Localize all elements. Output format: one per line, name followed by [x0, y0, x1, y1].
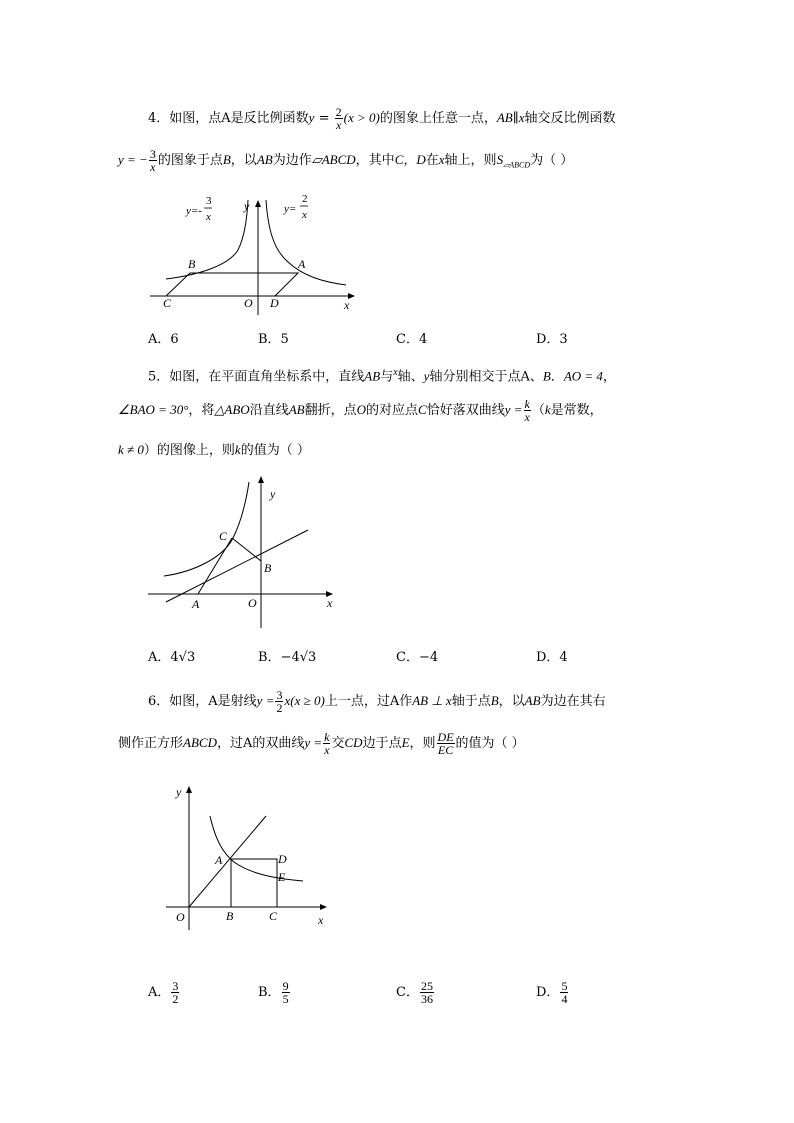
q6-option-fraction [282, 980, 290, 1005]
q5-var: O [356, 402, 367, 417]
q6-y-arrow [186, 786, 192, 793]
q4-left-eq-label: y=- [186, 205, 202, 217]
q4-point-D: D [270, 296, 279, 310]
q5-line2 [118, 398, 603, 423]
q4-var: y [308, 110, 315, 125]
q4-fraction [335, 106, 343, 131]
q6-fraction [275, 689, 283, 714]
q6-text: 上一点，过A作 [324, 694, 413, 709]
q5-option-b[interactable]: B．−4√3 [258, 650, 317, 665]
q6-option-den: 2 [172, 992, 179, 1006]
q6-var: AB [524, 693, 541, 708]
q5-eq: y = [504, 402, 523, 417]
q4-right-eq-label: y= [284, 203, 297, 215]
q5-line1 [148, 363, 616, 387]
q6-point-E: E [278, 870, 286, 884]
q6-text: 为边在其右 [540, 694, 606, 709]
q4-var: B [222, 152, 231, 167]
q4-var: C，D [394, 152, 426, 167]
q4-point-B: B [188, 257, 196, 271]
q6-text: 侧作正方形 [118, 736, 184, 751]
q4-fraction [149, 148, 157, 173]
q5-text: 恰好落双曲线 [426, 403, 505, 418]
q6-frac-den: 2 [276, 701, 283, 715]
q5-var: △ABO [214, 402, 250, 417]
q6-option-letter: A． [148, 985, 171, 1000]
q5-text: （ [531, 403, 545, 418]
q5-var: AB [364, 368, 381, 384]
q4-var: S [496, 152, 504, 167]
q5-x-label: x [327, 596, 333, 610]
q6-frac-num: k [324, 730, 330, 744]
q4-var: AB [256, 152, 273, 167]
q5-text: 翻折，点 [304, 403, 357, 418]
q5-text: 是常数， [550, 403, 603, 418]
q6-option-den: 4 [561, 992, 568, 1006]
q5-var: k [234, 442, 241, 457]
q6-figure [158, 780, 338, 930]
q6-point-C: C [269, 909, 278, 923]
q4-y-label: y [244, 199, 250, 213]
q5-text: 与 [380, 369, 394, 385]
q4-option-b[interactable]: B．5 [258, 332, 289, 347]
q6-text: ，则 [409, 736, 436, 751]
q6-option-letter: C． [396, 985, 419, 1000]
q6-ratio-fraction [437, 731, 455, 756]
q6-option-letter: D． [536, 985, 560, 1000]
q5-line3 [118, 440, 310, 461]
q6-option-c[interactable] [396, 980, 435, 1005]
q5-y-arrow [258, 476, 264, 483]
q6-var: CD [344, 735, 363, 750]
q5-segment-AC [198, 538, 232, 594]
q5-text: 轴、 [397, 369, 424, 385]
q4-eq: = [314, 111, 334, 126]
q4-line2 [118, 148, 573, 176]
q5-option-a[interactable]: A．4√3 [148, 650, 196, 665]
q5-frac-num: k [524, 397, 530, 411]
q5-text: ，将 [188, 403, 215, 418]
q5-figure [148, 472, 348, 632]
q5-text: 轴分别相交于点A、 [429, 369, 543, 385]
q6-option-letter: B． [258, 985, 281, 1000]
q6-option-fraction [171, 980, 179, 1005]
q6-option-den: 36 [420, 992, 433, 1006]
q5-eq: AO = 4 [563, 368, 603, 384]
q5-line-AB [166, 530, 308, 602]
q4-y-arrow [255, 200, 261, 207]
q6-cond: x(x ≥ 0) [284, 693, 325, 708]
q5-var: AB [288, 402, 305, 417]
q6-option-fraction [560, 980, 568, 1005]
q6-y-label: y [176, 785, 182, 799]
q4-right-eq-den: x [302, 209, 307, 221]
q4-text: 的图象于点 [157, 153, 223, 168]
q6-text: 边于点 [362, 736, 402, 751]
q6-text: ，过A的双曲线 [216, 736, 305, 751]
q6-square [231, 859, 277, 907]
q5-point-C: C [219, 529, 228, 543]
q5-point-B: B [264, 561, 272, 575]
q6-option-num: 9 [282, 979, 289, 993]
q6-option-den: 5 [282, 992, 289, 1006]
q4-option-d[interactable]: D．3 [536, 332, 568, 347]
q5-text: 如图，在平面直角坐标系中，直线 [169, 369, 365, 385]
q5-segment-CB [232, 538, 261, 561]
q5-text: ． [550, 369, 564, 385]
q6-origin-O: O [176, 910, 185, 924]
q4-text: 在 [425, 153, 439, 168]
q4-point-A: A [298, 257, 306, 271]
q5-number: 5． [148, 369, 170, 385]
q4-text: 如图，点A是反比例函数 [169, 111, 309, 126]
q5-fraction [524, 398, 531, 423]
q6-var: E [401, 735, 410, 750]
q6-point-D: D [278, 852, 287, 866]
q5-eq: k ≠ 0 [118, 442, 144, 457]
q4-text: ，以 [230, 153, 257, 168]
q6-eq: y = [304, 735, 323, 750]
q4-frac-num: 3 [149, 147, 156, 161]
q4-option-c[interactable]: C．4 [396, 332, 428, 347]
q5-option-d[interactable]: D．4 [536, 650, 568, 665]
q5-text: 的值为（ ） [240, 443, 310, 458]
q4-var: x [438, 152, 445, 167]
q6-frac-den: x [324, 743, 330, 757]
q4-cond: (x > 0) [343, 110, 380, 125]
q4-var: x [518, 110, 525, 125]
q6-x-arrow [320, 904, 327, 910]
q5-var: x [393, 367, 398, 378]
q5-y-label: y [270, 487, 276, 501]
q6-number: 6． [148, 694, 170, 709]
q6-text: 轴于点 [451, 694, 491, 709]
q6-text: 如图，A是射线 [169, 694, 257, 709]
q4-figure [148, 190, 368, 315]
q5-point-A: A [192, 597, 200, 611]
q4-var: ▱ABCD [311, 152, 356, 167]
q6-line2 [118, 731, 525, 756]
q6-option-num: 3 [172, 979, 179, 993]
q4-left-eq-den: x [206, 211, 211, 223]
q4-frac-den: x [150, 160, 156, 174]
q5-hyperbola [164, 482, 249, 576]
q4-text: 的图象上任意一点， [379, 111, 497, 126]
q4-left-eq-num: 3 [206, 195, 212, 207]
q6-line1 [148, 689, 606, 714]
q6-x-label: x [318, 913, 324, 927]
q5-var: C [418, 402, 427, 417]
q4-frac-num: 2 [335, 105, 342, 119]
q5-text: ， [602, 369, 616, 385]
q6-text: 的值为（ ） [455, 736, 525, 751]
q6-option-num: 25 [420, 979, 433, 993]
q4-var: AB [496, 110, 513, 125]
q6-option-a[interactable] [148, 980, 180, 1005]
q6-frac-num: DE [437, 730, 454, 744]
q5-frac-den: x [524, 410, 530, 424]
q4-point-C: C [163, 296, 172, 310]
q5-origin-O: O [248, 596, 257, 610]
q6-eq: AB ⊥ x [412, 693, 452, 708]
q4-text: 轴交反比例函数 [524, 111, 616, 126]
q4-eq: y = − [118, 152, 148, 167]
q6-frac-den: EC [437, 743, 454, 757]
q4-right-eq-num: 2 [302, 193, 308, 205]
q4-parallelogram [166, 273, 298, 296]
q4-option-a[interactable]: A．6 [148, 332, 179, 347]
q6-frac-num: 3 [276, 688, 283, 702]
q5-eq: ∠BAO = 30° [118, 402, 189, 417]
q5-option-c[interactable]: C．−4 [396, 650, 439, 665]
q5-text: 的对应点 [366, 403, 419, 418]
q6-ray [189, 816, 266, 907]
q4-subscript: ▱ABCD [503, 160, 531, 170]
q4-text: 轴上，则 [444, 153, 497, 168]
q4-text: ，其中 [355, 153, 395, 168]
q6-option-num: 5 [561, 979, 568, 993]
q5-text: ）的图像上，则 [143, 443, 235, 458]
q6-text: ，以 [498, 694, 525, 709]
q4-text: 为边作 [272, 153, 312, 168]
q4-origin-O: O [244, 296, 253, 310]
q6-option-d[interactable] [536, 980, 569, 1005]
q6-var: ABCD [183, 735, 217, 750]
q4-line1 [148, 106, 616, 131]
q6-eq: y = [256, 693, 275, 708]
q5-var: k [544, 402, 551, 417]
q6-option-fraction [420, 980, 434, 1005]
q5-text: 沿直线 [249, 403, 289, 418]
q6-text: 交 [331, 736, 345, 751]
q6-point-A: A [215, 853, 223, 867]
q5-var: y [423, 368, 430, 384]
q6-var: B [490, 693, 499, 708]
q4-number: 4． [148, 111, 170, 126]
q4-text: 为（ ） [530, 153, 574, 168]
q4-parallel: ∥ [512, 111, 519, 126]
q6-option-b[interactable] [258, 980, 291, 1005]
q6-fraction [323, 731, 330, 756]
q6-hyperbola [210, 816, 303, 881]
q5-var: B [542, 368, 551, 384]
q6-point-B: B [226, 909, 234, 923]
q4-x-label: x [344, 298, 350, 312]
q4-frac-den: x [335, 118, 342, 132]
